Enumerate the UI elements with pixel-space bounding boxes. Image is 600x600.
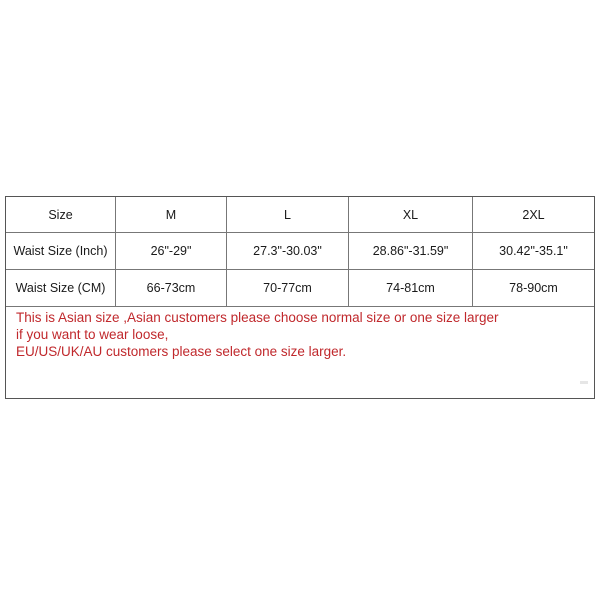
table-cell: 70-77cm bbox=[227, 270, 349, 306]
size-note-line: if you want to wear loose, bbox=[16, 327, 169, 342]
header-cell-2xl: 2XL bbox=[522, 207, 545, 222]
table-cell: 28.86"-31.59" bbox=[349, 233, 473, 269]
table-cell: 27.3"-30.03" bbox=[227, 233, 349, 269]
table-cell: 66-73cm bbox=[116, 270, 227, 306]
table-cell: 74-81cm bbox=[349, 270, 473, 306]
header-cell-l: L bbox=[227, 197, 349, 232]
header-cell-m: M bbox=[116, 197, 227, 232]
table-cell: 30.42"-35.1" bbox=[499, 244, 568, 258]
decorative-mark bbox=[580, 381, 588, 384]
table-row-waist-cm bbox=[6, 270, 594, 307]
table-cell: 26"-29" bbox=[116, 233, 227, 269]
size-note-line: EU/US/UK/AU customers please select one size larger. bbox=[16, 344, 347, 359]
table-header-row bbox=[6, 197, 594, 233]
size-note-line: This is Asian size ,Asian customers please choose normal size or one size larger bbox=[16, 310, 499, 325]
table-row-waist-inch bbox=[6, 233, 594, 270]
row-label-waist-inch: Waist Size (Inch) bbox=[6, 233, 116, 269]
header-cell-size: Size bbox=[6, 197, 116, 232]
header-cell-xl: XL bbox=[349, 197, 473, 232]
table-cell: 78-90cm bbox=[509, 281, 558, 295]
row-label-waist-cm: Waist Size (CM) bbox=[6, 270, 116, 306]
size-chart-table bbox=[5, 196, 595, 399]
size-note bbox=[6, 307, 594, 360]
